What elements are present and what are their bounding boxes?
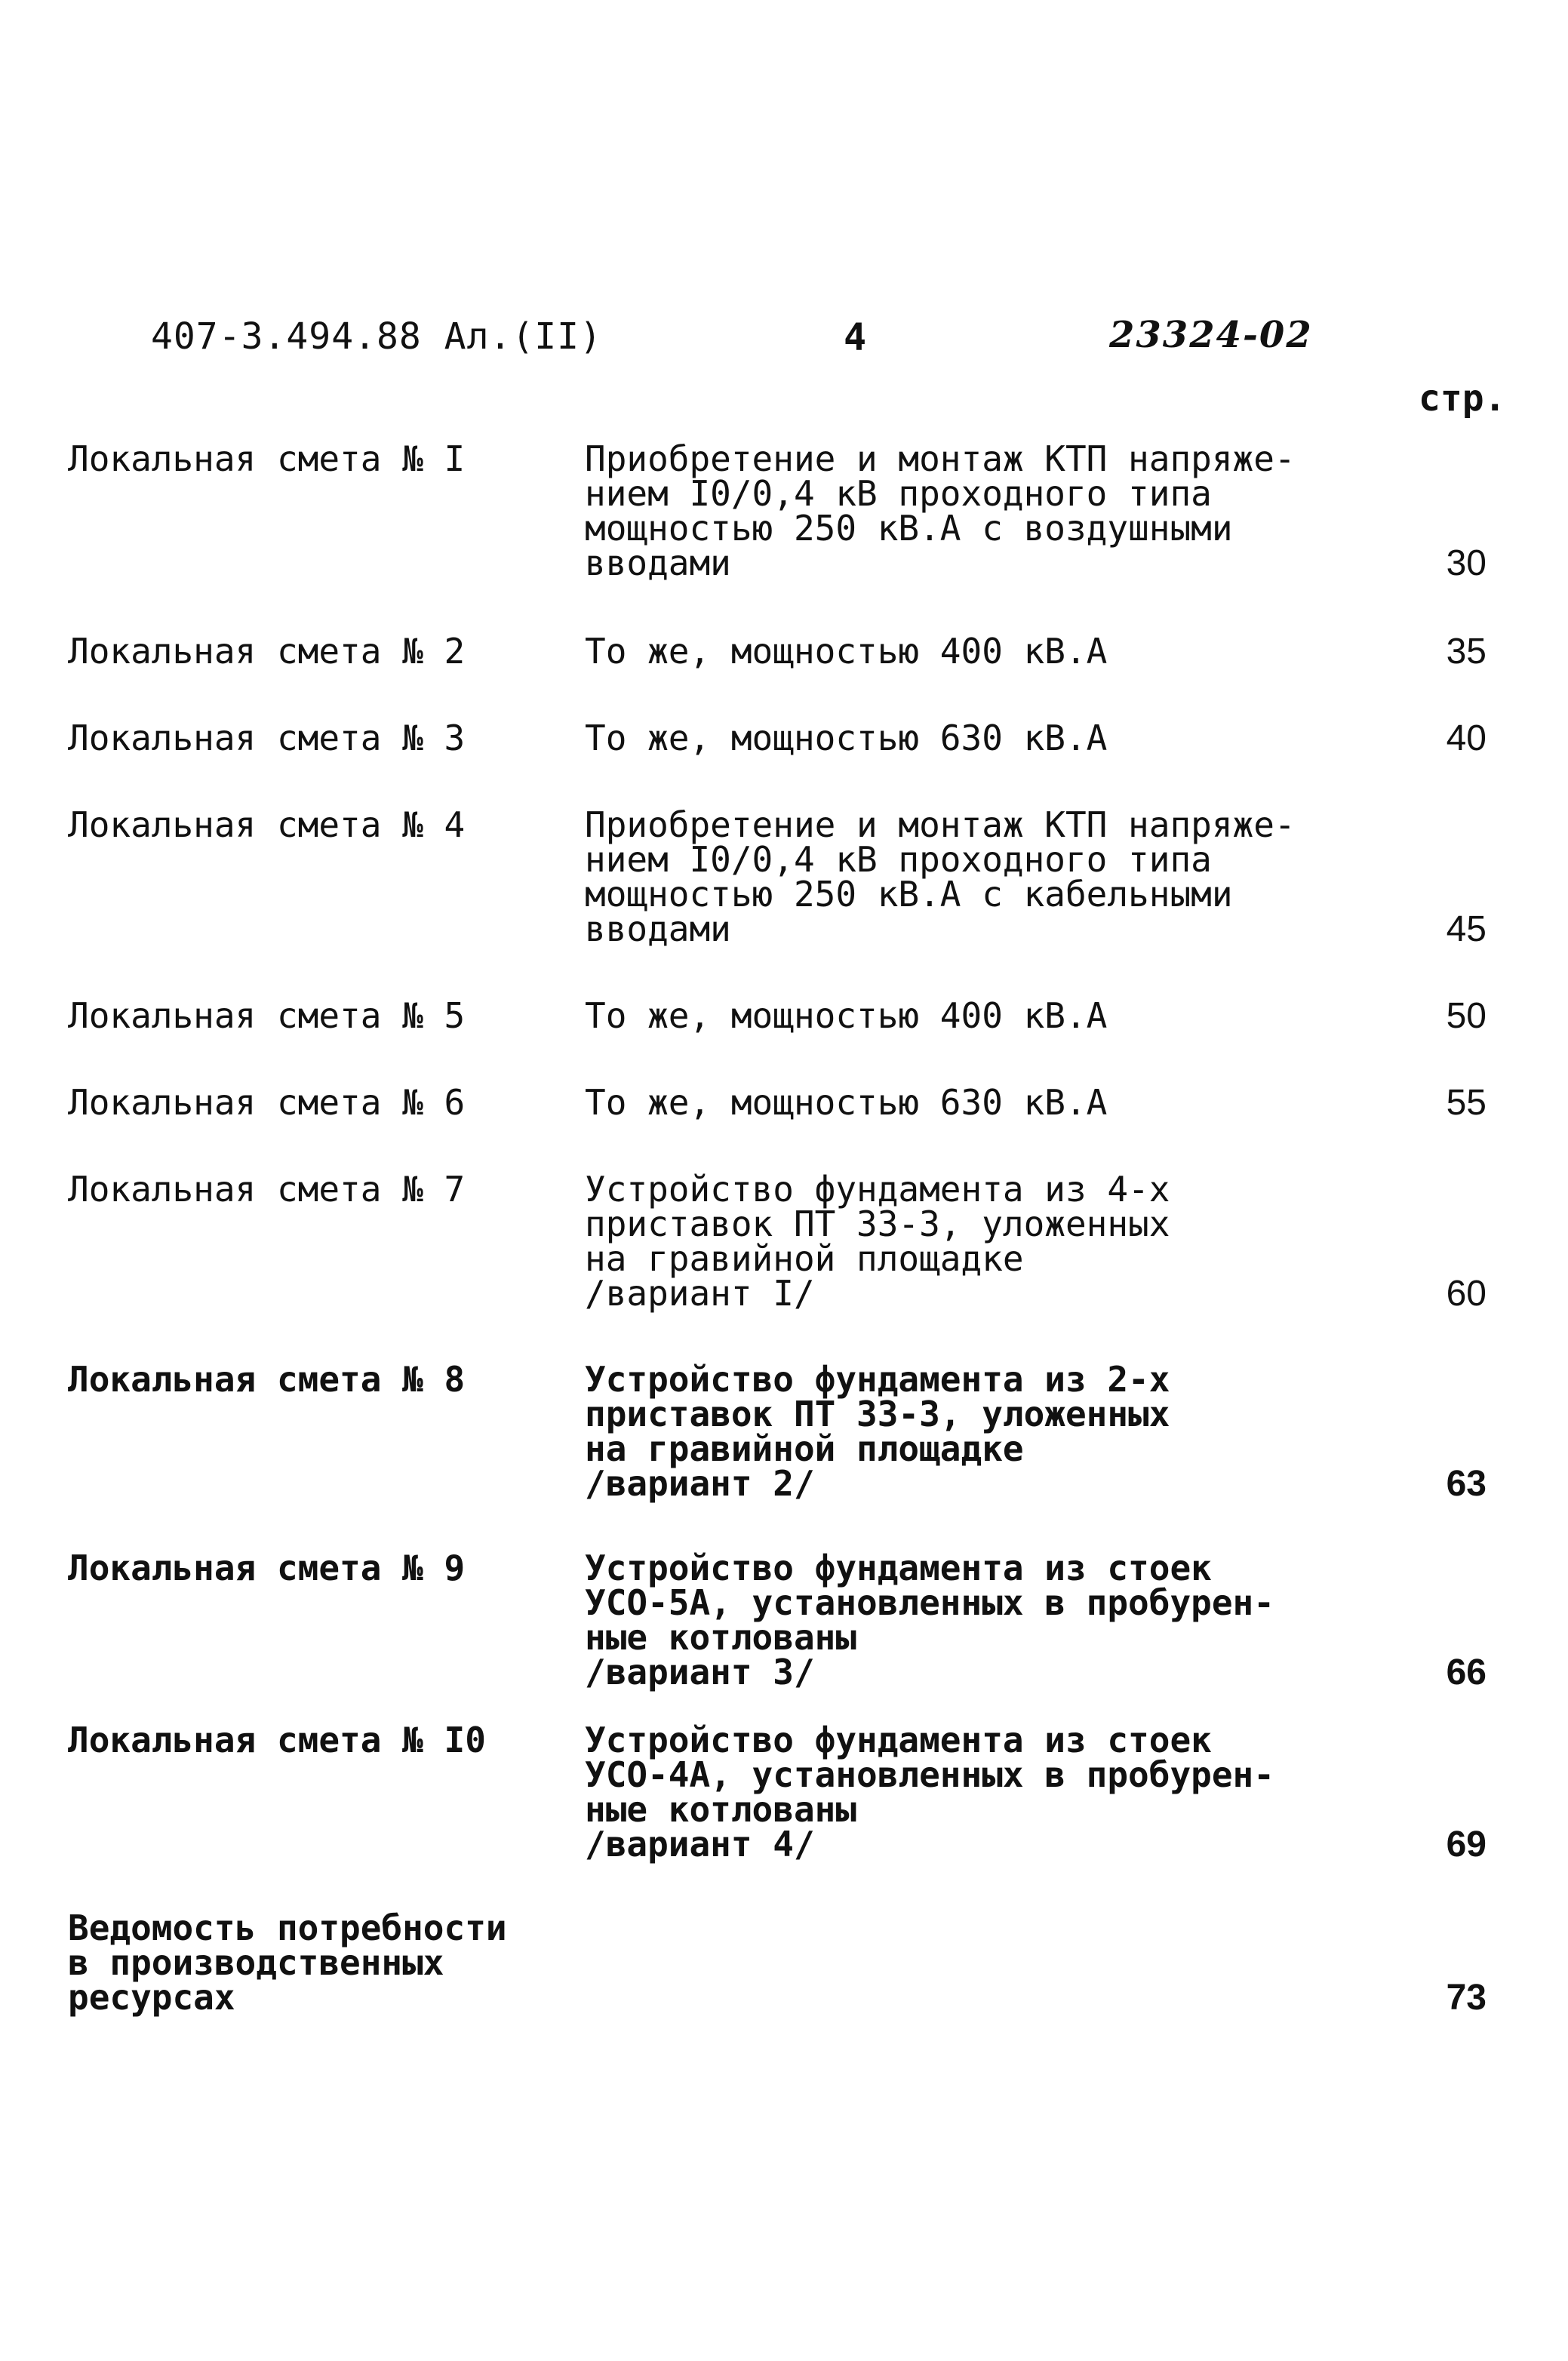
entry-description: То же, мощностью 630 кВ.А [585,718,1108,758]
entry-page: 69 [1446,1825,1487,1865]
entry-page: 50 [1446,996,1487,1036]
entry-description: Устройство фундамента из стоек УСО-5А, установленных в пробурен- ные котлованы /вариант 3/ [585,1548,1274,1692]
entry-description: Устройство фундамента из 4-х приставок ПТ 33-3, уложенных на гравийной площадке /вариант I/ [585,1169,1170,1314]
entry-label: Локальная смета № 9 [68,1548,466,1588]
entry-description: Устройство фундамента из стоек УСО-4А, установленных в пробурен- ные котлованы /вариант 4/ [585,1720,1274,1865]
entry-page: 63 [1446,1464,1487,1504]
entry-page: 60 [1446,1274,1487,1314]
entry-page: 55 [1446,1083,1487,1123]
entry-description: То же, мощностью 400 кВ.А [585,631,1108,672]
entry-page: 66 [1446,1652,1487,1692]
resources-page: 73 [1446,1978,1487,2018]
entry-label: Локальная смета № 6 [68,1082,466,1123]
entry-page: 45 [1446,909,1487,949]
entry-description: Устройство фундамента из 2-х приставок ПТ 33-3, уложенных на гравийной площадке /вариант 2/ [585,1359,1170,1504]
entry-page: 30 [1446,543,1487,583]
page-number: 4 [844,315,867,359]
entry-description: То же, мощностью 400 кВ.А [585,995,1108,1036]
entry-label: Локальная смета № 7 [68,1169,466,1210]
entry-label: Локальная смета № I0 [68,1720,486,1760]
entry-label: Локальная смета № 2 [68,631,466,672]
page-column-heading: стр. [1419,377,1506,420]
entry-page: 35 [1446,632,1487,672]
entry-label: Локальная смета № 8 [68,1359,466,1400]
entry-label: Локальная смета № 4 [68,804,466,845]
document-code: 407-3.494.88 Ал.(II) [151,315,602,358]
entry-label: Локальная смета № 3 [68,718,466,758]
entry-label: Локальная смета № 5 [68,995,466,1036]
entry-page: 40 [1446,718,1487,758]
resources-label: Ведомость потребности в производственных ресурсах [68,1908,507,2018]
entry-description: Приобретение и монтаж КТП напряже- нием I0/0,4 кВ проходного типа мощностью 250 кВ.А с воздушными вводами [585,438,1296,583]
entry-description: Приобретение и монтаж КТП напряже- нием I0/0,4 кВ проходного типа мощностью 250 кВ.А с кабельными вводами [585,804,1296,949]
entry-description: То же, мощностью 630 кВ.А [585,1082,1108,1123]
entry-label: Локальная смета № I [68,438,466,479]
inventory-number: 23324-02 [1109,314,1313,356]
